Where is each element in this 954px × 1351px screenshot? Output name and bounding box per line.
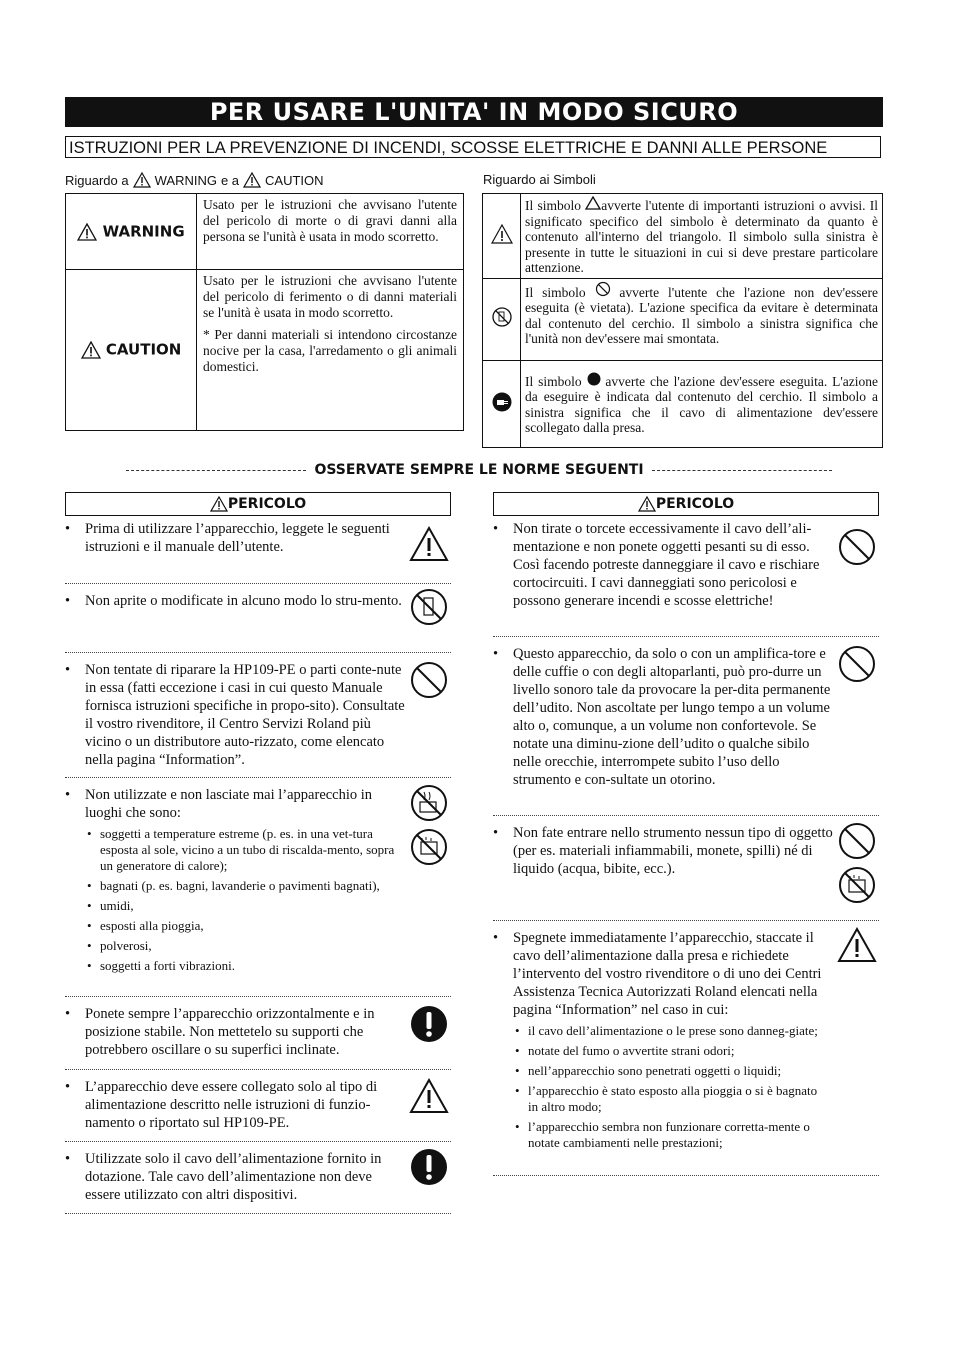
legend-caption	[65, 172, 324, 188]
caution-label: CAUTION	[105, 340, 182, 359]
caption-and: e a	[220, 172, 240, 188]
item-text: Spegnete immediatamente l’apparecchio, staccate il cavo dell’alimentazione dalla presa e richiedete l’intervento del vostro rivenditore o di uno dei Centri Assistenza Tecnica Autorizzati Roland elencati nella pagina “Information” nel caso in cui:	[513, 930, 822, 1018]
warning-description: Usato per le istruzioni che avvisano l'utente del pericolo di morte o di gravi danni alla persona se l'unità è usata in modo scorretto.	[197, 194, 464, 270]
caption-caution: CAUTION	[265, 172, 324, 188]
symbol-triangle-text: avverte l'utente di importanti istruzioni o avvisi. Il significato specifico del simbolo è determinato da quanto è contenuto all'interno del triangolo. Il simbolo sulla sinistra è presente in tutte le situazioni in cui si deve prestare particolare attenzione.	[525, 198, 879, 275]
item-text: Questo apparecchio, da solo o con un amplifica-tore e delle cuffie o con degli altoparlanti, può pro-durre un livello sonoro tale da provocare la per-dita permanente dell’udito. Non ascoltate per lungo tempo a un volume alto o, comunque, a un volume non confortevole. Se notate una diminu-zione dell’udito o qualche sibilo nelle orecchie, interrompete subito l’uso dello strumento e con-sultate un otorino.	[513, 646, 831, 788]
pericolo-header	[493, 492, 879, 516]
symbol-prohibit-text: avverte l'utente che l'azione non dev'essere eseguita (è vietata). L'azione specifica da evitare è determinata dal contenuto del cerchio. Il simbolo a sinistra significa che l'unità non dev'essere mai smontata.	[525, 284, 879, 346]
symbol-mandatory-description	[521, 360, 883, 447]
list-item: • Non tentate di riparare la HP109-PE o parti conte-nute in essa (fatti eccezione i casi in cui questo Manuale fornisca istruzioni specifiche in propo-sito). Consultate il vostro rivenditore, il Centro Servizi Roland più vicino o un distributore auto-rizzato, come elencato nella pagina “Information”.	[65, 653, 451, 778]
symbol-prohibit-pre: Il simbolo	[525, 284, 586, 300]
item-text: Non fate entrare nello strumento nessun tipo di oggetto (per es. materiali infiammabili, monete, spilli) né di liquido (acqua, bibite, ecc.).	[513, 825, 833, 877]
sublist	[493, 1023, 879, 1151]
symbol-mandatory-pre: Il simbolo	[525, 373, 582, 389]
sublist	[65, 826, 451, 974]
warning-triangle-icon	[210, 496, 228, 512]
list-item: • Non utilizzate e non lasciate mai l’apparecchio in luoghi che sono: • soggetti a temperature estreme (p. es. in una vet-tura esposta al sole, vicino a un tubo di riscalda-mento, sopra un generatore di calore); • bagnati (p. es. bagni, lavanderie o pavimenti bagnati), • umidi, • esposti alla pioggia, • polverosi, • soggetti a forti vibrazioni.	[65, 778, 451, 997]
rules-heading-row	[126, 462, 832, 478]
warning-label-cell	[66, 194, 197, 270]
list-item: • L’apparecchio deve essere collegato solo al tipo di alimentazione descritto nelle istruzioni di funzio-namento o riportato sul HP109-PE.	[65, 1070, 451, 1142]
warning-label: WARNING	[102, 222, 185, 240]
prohibited-icon	[410, 661, 448, 699]
item-text: Prima di utilizzare l’apparecchio, leggete le seguenti istruzioni e il manuale dell’utente.	[85, 521, 390, 555]
sublist-item: • esposti alla pioggia,	[87, 918, 204, 933]
caution-description: Usato per le istruzioni che avvisano l'utente del pericolo di ferimento o di danni materiali se l'unità è usata in modo scorretto.	[203, 273, 457, 320]
mandatory-action-icon	[410, 1148, 448, 1186]
prohibit-symbol-icon	[595, 281, 611, 297]
list-item: • Utilizzate solo il cavo dell’alimentazione fornito in dotazione. Tale cavo dell’alimentazione non deve essere utilizzato con altri dispositivi.	[65, 1142, 451, 1214]
item-text: Non aprite o modificate in alcuno modo lo stru-mento.	[85, 593, 402, 609]
symbol-triangle-description	[521, 194, 883, 279]
caution-triangle-icon	[243, 172, 261, 188]
mandatory-symbol-icon	[587, 372, 601, 386]
sublist-item: • il cavo dell’alimentazione o le prese sono danneg-giate;	[515, 1023, 818, 1038]
general-caution-triangle-icon	[491, 224, 513, 244]
no-water-icon	[410, 828, 448, 866]
warning-triangle-icon	[638, 496, 656, 512]
caution-triangle-icon	[409, 526, 449, 562]
sublist-item: • polverosi,	[87, 938, 152, 953]
prohibited-icon	[838, 528, 876, 566]
mandatory-action-icon	[410, 1005, 448, 1043]
warning-caution-table	[65, 193, 464, 431]
sublist-item: • notate del fumo o avvertite strani odori;	[515, 1043, 735, 1058]
pericolo-header	[65, 492, 451, 516]
symbols-table	[482, 193, 883, 448]
caution-triangle-icon	[837, 927, 877, 963]
triangle-symbol-icon	[585, 196, 601, 210]
symbol-prohibit-description	[521, 278, 883, 360]
unplug-icon	[491, 391, 513, 413]
right-column	[493, 492, 879, 1176]
list-item: • Non tirate o torcete eccessivamente il cavo dell’ali-mentazione e non ponete oggetti pesanti su di esso. Così facendo potreste danneggiare il cavo e rischiare cortocircuiti. I cavi danneggiati sono pericolosi e possono generare incendi e scosse elettriche!	[493, 520, 879, 637]
symbol-triangle-pre: Il simbolo	[525, 198, 581, 213]
prohibited-icon	[838, 822, 876, 860]
sublist-item: • umidi,	[87, 898, 134, 913]
sublist-item: • bagnati (p. es. bagni, lavanderie o pavimenti bagnati),	[87, 878, 380, 893]
divider	[126, 470, 306, 471]
warning-triangle-icon	[133, 172, 151, 188]
caption-warning: WARNING	[154, 172, 217, 188]
pericolo-label: PERICOLO	[227, 496, 307, 512]
item-text: Non tirate o torcete eccessivamente il cavo dell’ali-mentazione e non ponete oggetti pesanti su di esso. Così facendo potreste danneggiare il cavo e rischiare cortocircuiti. I cavi danneggiati sono pericolosi e possono generare incendi e scosse elettriche!	[513, 521, 820, 609]
symbols-caption: Riguardo ai Simboli	[483, 172, 596, 187]
rules-heading: OSSERVATE SEMPRE LE NORME SEGUENTI	[314, 462, 644, 478]
item-text: Ponete sempre l’apparecchio orizzontalmente e in posizione stabile. Non mettetelo su supporti che potrebbero oscillare o su superfici inclinate.	[85, 1006, 375, 1058]
list-item: • Questo apparecchio, da solo o con un amplifica-tore e delle cuffie o con degli altoparlanti, può pro-durre un livello sonoro tale da provocare la per-dita permanente dell’udito. Non ascoltate per lungo tempo a un volume alto o, comunque, a un volume non confortevole. Se notate una diminu-zione dell’udito o qualche sibilo nelle orecchie, interrompete subito l’uso dello strumento e con-sultate un otorino.	[493, 637, 879, 816]
caution-description-cell	[197, 270, 464, 431]
caution-note: * Per danni materiali si intendono circostanze nocive per la casa, l'arredamento o gli animali domestici.	[203, 327, 457, 374]
list-item: • Spegnete immediatamente l’apparecchio, staccate il cavo dell’alimentazione dalla presa e richiedete l’intervento del vostro rivenditore o di uno dei Centri Assistenza Tecnica Autorizzati Roland elencati nella pagina “Information” nel caso in cui: • il cavo dell’alimentazione o le prese sono danneg-giate; • notate del fumo o avvertite strani odori; • nell’apparecchio sono penetrati oggetti o liquidi; • l’apparecchio è stato esposto alla pioggia o si è bagnato in altro modo; • l’apparecchio sembra non funzionare corretta-mente o notate cambiamenti nelle prestazioni;	[493, 921, 879, 1176]
do-not-disassemble-icon	[491, 306, 513, 328]
sublist-item: • l’apparecchio sembra non funzionare corretta-mente o notate cambiamenti nelle prestazioni;	[515, 1119, 810, 1150]
sublist-item: • l’apparecchio è stato esposto alla pioggia o si è bagnato in altro modo;	[515, 1083, 818, 1114]
pericolo-label: PERICOLO	[655, 496, 735, 512]
divider	[652, 470, 832, 471]
sublist-item: • nell’apparecchio sono penetrati oggetti o liquidi;	[515, 1063, 782, 1078]
left-column	[65, 492, 451, 1214]
page-title: PER USARE L'UNITA' IN MODO SICURO	[65, 97, 883, 127]
item-text: L’apparecchio deve essere collegato solo al tipo di alimentazione descritto nelle istruzioni di funzio-namento o riportato sul HP109-PE.	[85, 1079, 378, 1131]
prohibited-icon	[838, 645, 876, 683]
list-item: • Prima di utilizzare l’apparecchio, leggete le seguenti istruzioni e il manuale dell’utente.	[65, 520, 451, 584]
no-heat-icon	[410, 784, 448, 822]
item-text: Non tentate di riparare la HP109-PE o parti conte-nute in essa (fatti eccezione i casi in cui questo Manuale fornisca istruzioni specifiche in propo-sito). Consultate il vostro rivenditore, il Centro Servizi Roland più vicino o un distributore auto-rizzato, come elencato nella pagina “Information”.	[85, 662, 405, 768]
page-subtitle: ISTRUZIONI PER LA PREVENZIONE DI INCENDI, SCOSSE ELETTRICHE E DANNI ALLE PERSONE	[65, 136, 881, 158]
list-item: • Non aprite o modificate in alcuno modo lo stru-mento.	[65, 584, 451, 653]
warning-triangle-icon	[77, 223, 97, 241]
sublist-item: • soggetti a forti vibrazioni.	[87, 958, 236, 973]
item-text: Utilizzate solo il cavo dell’alimentazione fornito in dotazione. Tale cavo dell’alimentazione non deve essere utilizzato con altri dispositivi.	[85, 1151, 382, 1203]
caption-prefix: Riguardo a	[65, 172, 129, 188]
caution-triangle-icon	[409, 1078, 449, 1114]
item-text: Non utilizzate e non lasciate mai l’apparecchio in luoghi che sono:	[85, 787, 373, 821]
list-item: • Ponete sempre l’apparecchio orizzontalmente e in posizione stabile. Non mettetelo su supporti che potrebbero oscillare o su superfici inclinate.	[65, 997, 451, 1070]
list-item: • Non fate entrare nello strumento nessun tipo di oggetto (per es. materiali infiammabili, monete, spilli) né di liquido (acqua, bibite, ecc.).	[493, 816, 879, 921]
caution-triangle-icon	[81, 341, 101, 359]
no-liquid-icon	[838, 866, 876, 904]
caution-label-cell	[66, 270, 197, 431]
symbol-mandatory-text: avverte che l'azione dev'essere eseguita. L'azione da eseguire è indicata dal contenuto del cerchio. Il simbolo a sinistra significa che il cavo di alimentazione dev'essere scollegato dalla presa.	[525, 373, 879, 435]
do-not-disassemble-icon	[410, 588, 448, 626]
sublist-item: • soggetti a temperature estreme (p. es. in una vet-tura esposta al sole, vicino a un tubo di riscalda-mento, sopra un generatore di calore);	[87, 826, 395, 873]
